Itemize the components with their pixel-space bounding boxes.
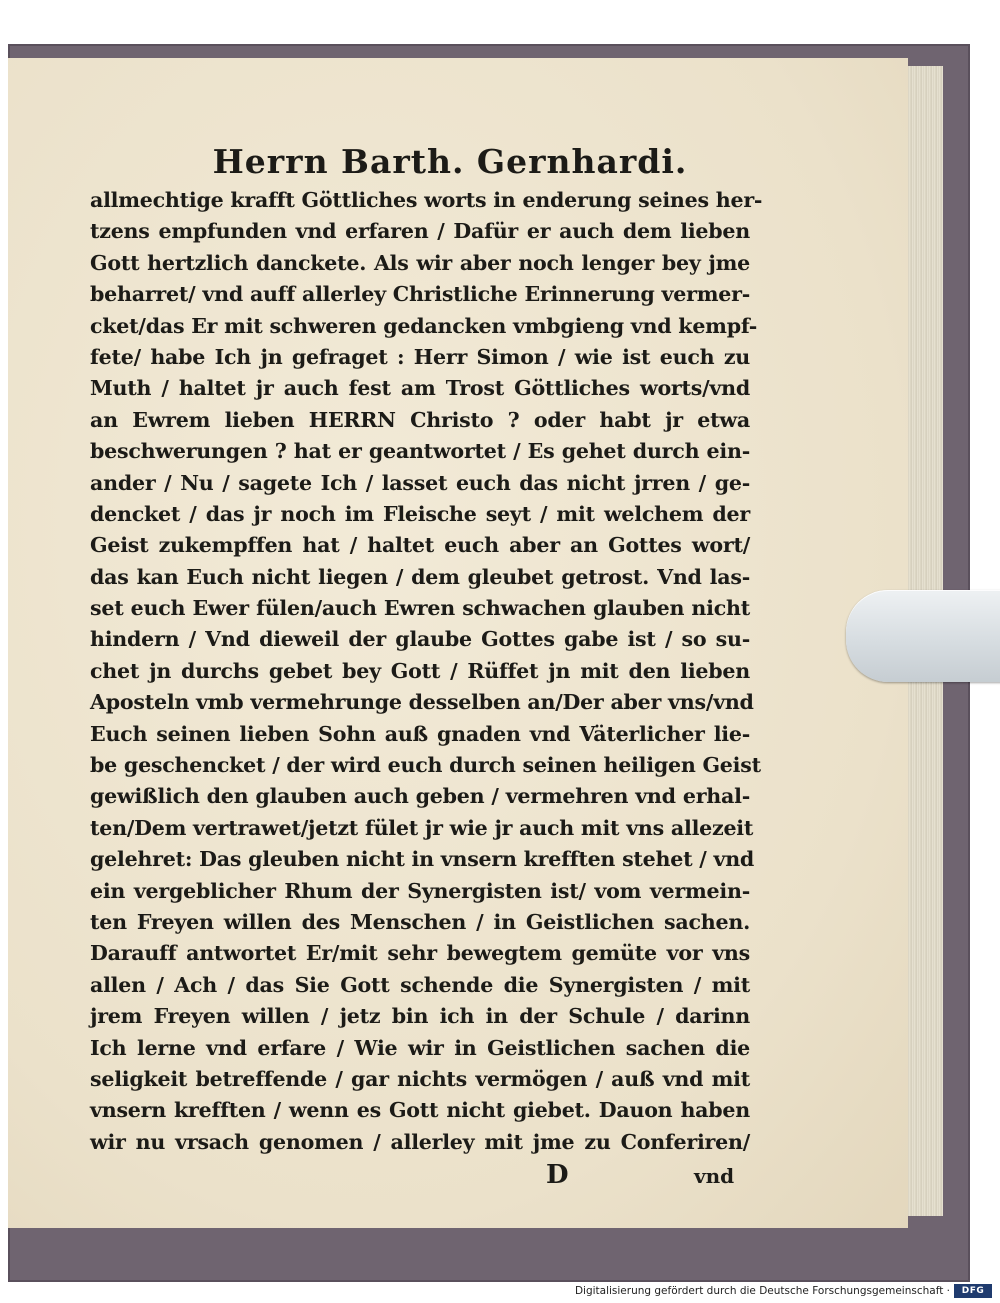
signature-mark: D xyxy=(546,1160,569,1191)
text-line: Geist zukempffen hat / haltet euch aber an Gottes wort/ xyxy=(90,533,750,558)
text-line: chet jn durchs gebet bey Gott / Rüffet jn mit den lieben xyxy=(90,658,750,683)
text-line: Aposteln vmb vermehrunge desselben an/Der aber vns/vnd xyxy=(90,690,754,715)
text-line: seligkeit betreffende / gar nichts vermögen / auß vnd mit xyxy=(90,1066,750,1091)
text-line: be geschencket / der wird euch durch seinen heiligen Geist xyxy=(90,753,761,778)
text-line: an Ewrem lieben HERRN Christo ? oder habt jr etwa xyxy=(90,407,750,432)
text-line: set euch Ewer fülen/auch Ewren schwachen glauben nicht xyxy=(90,596,750,621)
text-line: wir nu vrsach genomen / allerley mit jme zu Conferiren/ xyxy=(90,1129,750,1154)
text-line: jrem Freyen willen / jetz bin ich in der Schule / darinn xyxy=(90,1004,750,1029)
text-line: Muth / haltet jr auch fest am Trost Göttliches worts/vnd xyxy=(90,376,750,401)
text-line: ein vergeblicher Rhum der Synergisten ist/ vom vermein- xyxy=(90,878,750,903)
text-line: ander / Nu / sagete Ich / lasset euch das nicht jrren / ge- xyxy=(90,470,750,495)
text-line: dencket / das jr noch im Fleische seyt / mit welchem der xyxy=(90,501,750,526)
text-line: gewißlich den glauben auch geben / vermehren vnd erhal- xyxy=(90,784,750,809)
text-line: hindern / Vnd dieweil der glaube Gottes gabe ist / so su- xyxy=(90,627,750,652)
text-line: Ich lerne vnd erfare / Wie wir in Geistlichen sachen die xyxy=(90,1035,750,1060)
text-line: gelehret: Das gleuben nicht in vnsern krefften stehet / vnd xyxy=(90,847,755,872)
text-line: tzens empfunden vnd erfaren / Dafür er auch dem lieben xyxy=(90,219,750,244)
dfg-logo: DFG xyxy=(954,1284,992,1298)
text-line: cket/das Er mit schweren gedancken vmbgieng vnd kempf- xyxy=(90,313,758,338)
text-line: allmechtige krafft Göttliches worts in enderung seines her- xyxy=(90,188,763,212)
text-line: beharret/ vnd auff allerley Christliche Erinnerung vermer- xyxy=(90,282,750,307)
page-text-block xyxy=(90,142,763,1194)
text-line: allen / Ach / das Sie Gott schende die Synergisten / mit xyxy=(90,972,750,997)
text-line: vnsern krefften / wenn es Gott nicht giebet. Dauon haben xyxy=(90,1098,750,1123)
text-line: fete/ habe Ich jn gefraget : Herr Simon / wie ist euch zu xyxy=(90,344,750,369)
dfg-credit: Digitalisierung gefördert durch die Deutsche Forschungsgemeinschaft · xyxy=(574,1285,950,1297)
body-text xyxy=(90,185,763,1158)
page-scroll-handle[interactable] xyxy=(846,590,1000,682)
text-line: ten Freyen willen des Menschen / in Geistlichen sachen. xyxy=(90,909,750,934)
book-page xyxy=(8,58,908,1228)
running-head: Herrn Barth. Gernhardi. xyxy=(212,142,688,181)
catchword: vnd xyxy=(694,1164,735,1189)
text-line: das kan Euch nicht liegen / dem gleubet getrost. Vnd las- xyxy=(90,564,750,589)
text-line: ten/Dem vertrawet/jetzt fület jr wie jr auch mit vns allezeit xyxy=(90,815,754,840)
page-footer xyxy=(90,1160,750,1194)
text-line: Darauff antwortet Er/mit sehr bewegtem gemüte vor vns xyxy=(90,941,750,966)
text-line: beschwerungen ? hat er geantwortet / Es gehet durch ein- xyxy=(90,439,750,464)
text-line: Euch seinen lieben Sohn auß gnaden vnd Väterlicher lie- xyxy=(90,721,750,746)
text-line: Gott hertzlich danckete. Als wir aber noch lenger bey jme xyxy=(90,250,750,275)
